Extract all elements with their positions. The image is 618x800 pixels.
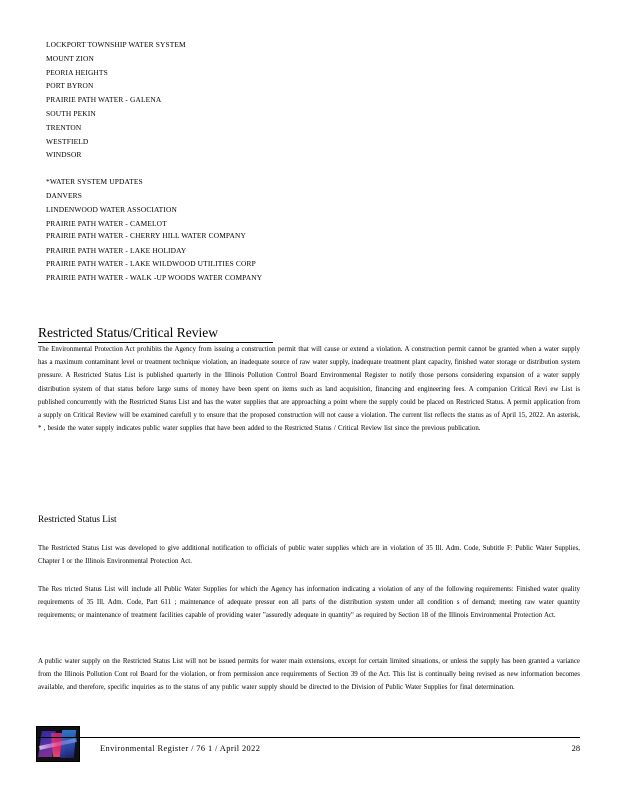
- list-item: PRAIRIE PATH WATER - GALENA: [46, 95, 162, 105]
- water-system-lists: [46, 38, 296, 286]
- list-item: WINDSOR: [46, 150, 82, 160]
- list-item: PRAIRIE PATH WATER - CAMELOT: [46, 218, 167, 228]
- list-item: DANVERS: [46, 190, 82, 200]
- list-item: MOUNT ZION: [46, 53, 94, 63]
- list-item: WESTFIELD: [46, 136, 89, 146]
- restricted-status-list-paragraph-1: The Restricted Status List was developed to give additional notification to officials of public water supplies which are in violation of 35 Ill. Adm. Code, Subtitle F: Public Water Supplies, Chapter I or the Illinois Environmental Protection Act.: [38, 545, 580, 566]
- list-spacer: [46, 162, 296, 175]
- list-item: LINDENWOOD WATER ASSOCIATION: [46, 204, 177, 214]
- restricted-status-list-paragraph-3: A public water supply on the Restricted Status List will not be issued permits for water main extensions, except for certain limited situations, or unless the supply has been granted a variance from the Illinois Pollution Cont rol Board for the violation, or from permission ance requirements of Section 39 of the Act. This list is continually being revised as new information becomes available, and therefore, specific inquiries as to the status of any public water supply should be directed to the Division of Public Water Supplies for final determination.: [38, 658, 580, 692]
- list-item: PRAIRIE PATH WATER - LAKE HOLIDAY: [46, 246, 187, 256]
- page-number: 28: [571, 744, 580, 753]
- list-item: TRENTON: [46, 122, 82, 132]
- restricted-status-list-paragraph-2: The Res tricted Status List will include all Public Water Supplies for which the Agency has information indicating a violation of any of the following requirements: Finished water quality requirements of 35 Ill. Adm. Code, Part 611 ; maintenance of adequate pressur eon all parts of the distribution system under all condition s of demand; meeting raw water quantity requirements; or maintenance of treatment facilities capable of providing water "assuredly adequate in quantity" as required by Section 18 of the Illinois Environmental Protection Act.: [38, 586, 580, 620]
- list-item: PRAIRIE PATH WATER - CHERRY HILL WATER COMPANY: [46, 231, 246, 241]
- publication-logo: [36, 726, 80, 762]
- list-item: PORT BYRON: [46, 81, 94, 91]
- list-item: PRAIRIE PATH WATER - LAKE WILDWOOD UTILITIES CORP: [46, 259, 256, 269]
- list-item: LOCKPORT TOWNSHIP WATER SYSTEM: [46, 40, 186, 49]
- footer-divider: [38, 737, 580, 738]
- water-system-update-note: *WATER SYSTEM UPDATES: [46, 177, 143, 187]
- section-heading: Restricted Status/Critical Review: [38, 325, 273, 343]
- list-item: PRAIRIE PATH WATER - WALK -UP WOODS WATER COMPANY: [46, 273, 263, 283]
- list-item: SOUTH PEKIN: [46, 108, 96, 118]
- restricted-status-paragraph: The Environmental Protection Act prohibits the Agency from issuing a construction permit that will cause or extend a violation. A construction permit cannot be granted when a water supply has a maximum contaminant level or treatment technique violation, an inadequate source of raw water supply, inadequate treatment plant capacity, finished water storage or distribution system pressure. A Restricted Status List is published quarterly in the Illinois Pollution Control Board Environmental Register to notify those persons considering expansion of a water supply distribution system of that status before large sums of money have been spent on items such as land acquisition, financing and engineering fees. A companion Critical Revi ew List is published concurrently with the Restricted Status List and has the water supplies that are approaching a point where the supply could be placed on Restricted Status. A permit application from a supply on Critical Review will be examined carefull y to ensure that the proposed construction will not cause a violation. The current list reflects the status as of April 15, 2022. An asterisk, * , beside the water supply indicates public water supplies that have been added to the Restricted Status / Critical Review list since the previous publication.: [38, 346, 580, 433]
- footer-citation: Environmental Register / 76 1 / April 2022: [100, 744, 261, 753]
- restricted-status-list-subheading: Restricted Status List: [38, 514, 117, 524]
- list-item: PEORIA HEIGHTS: [46, 67, 108, 77]
